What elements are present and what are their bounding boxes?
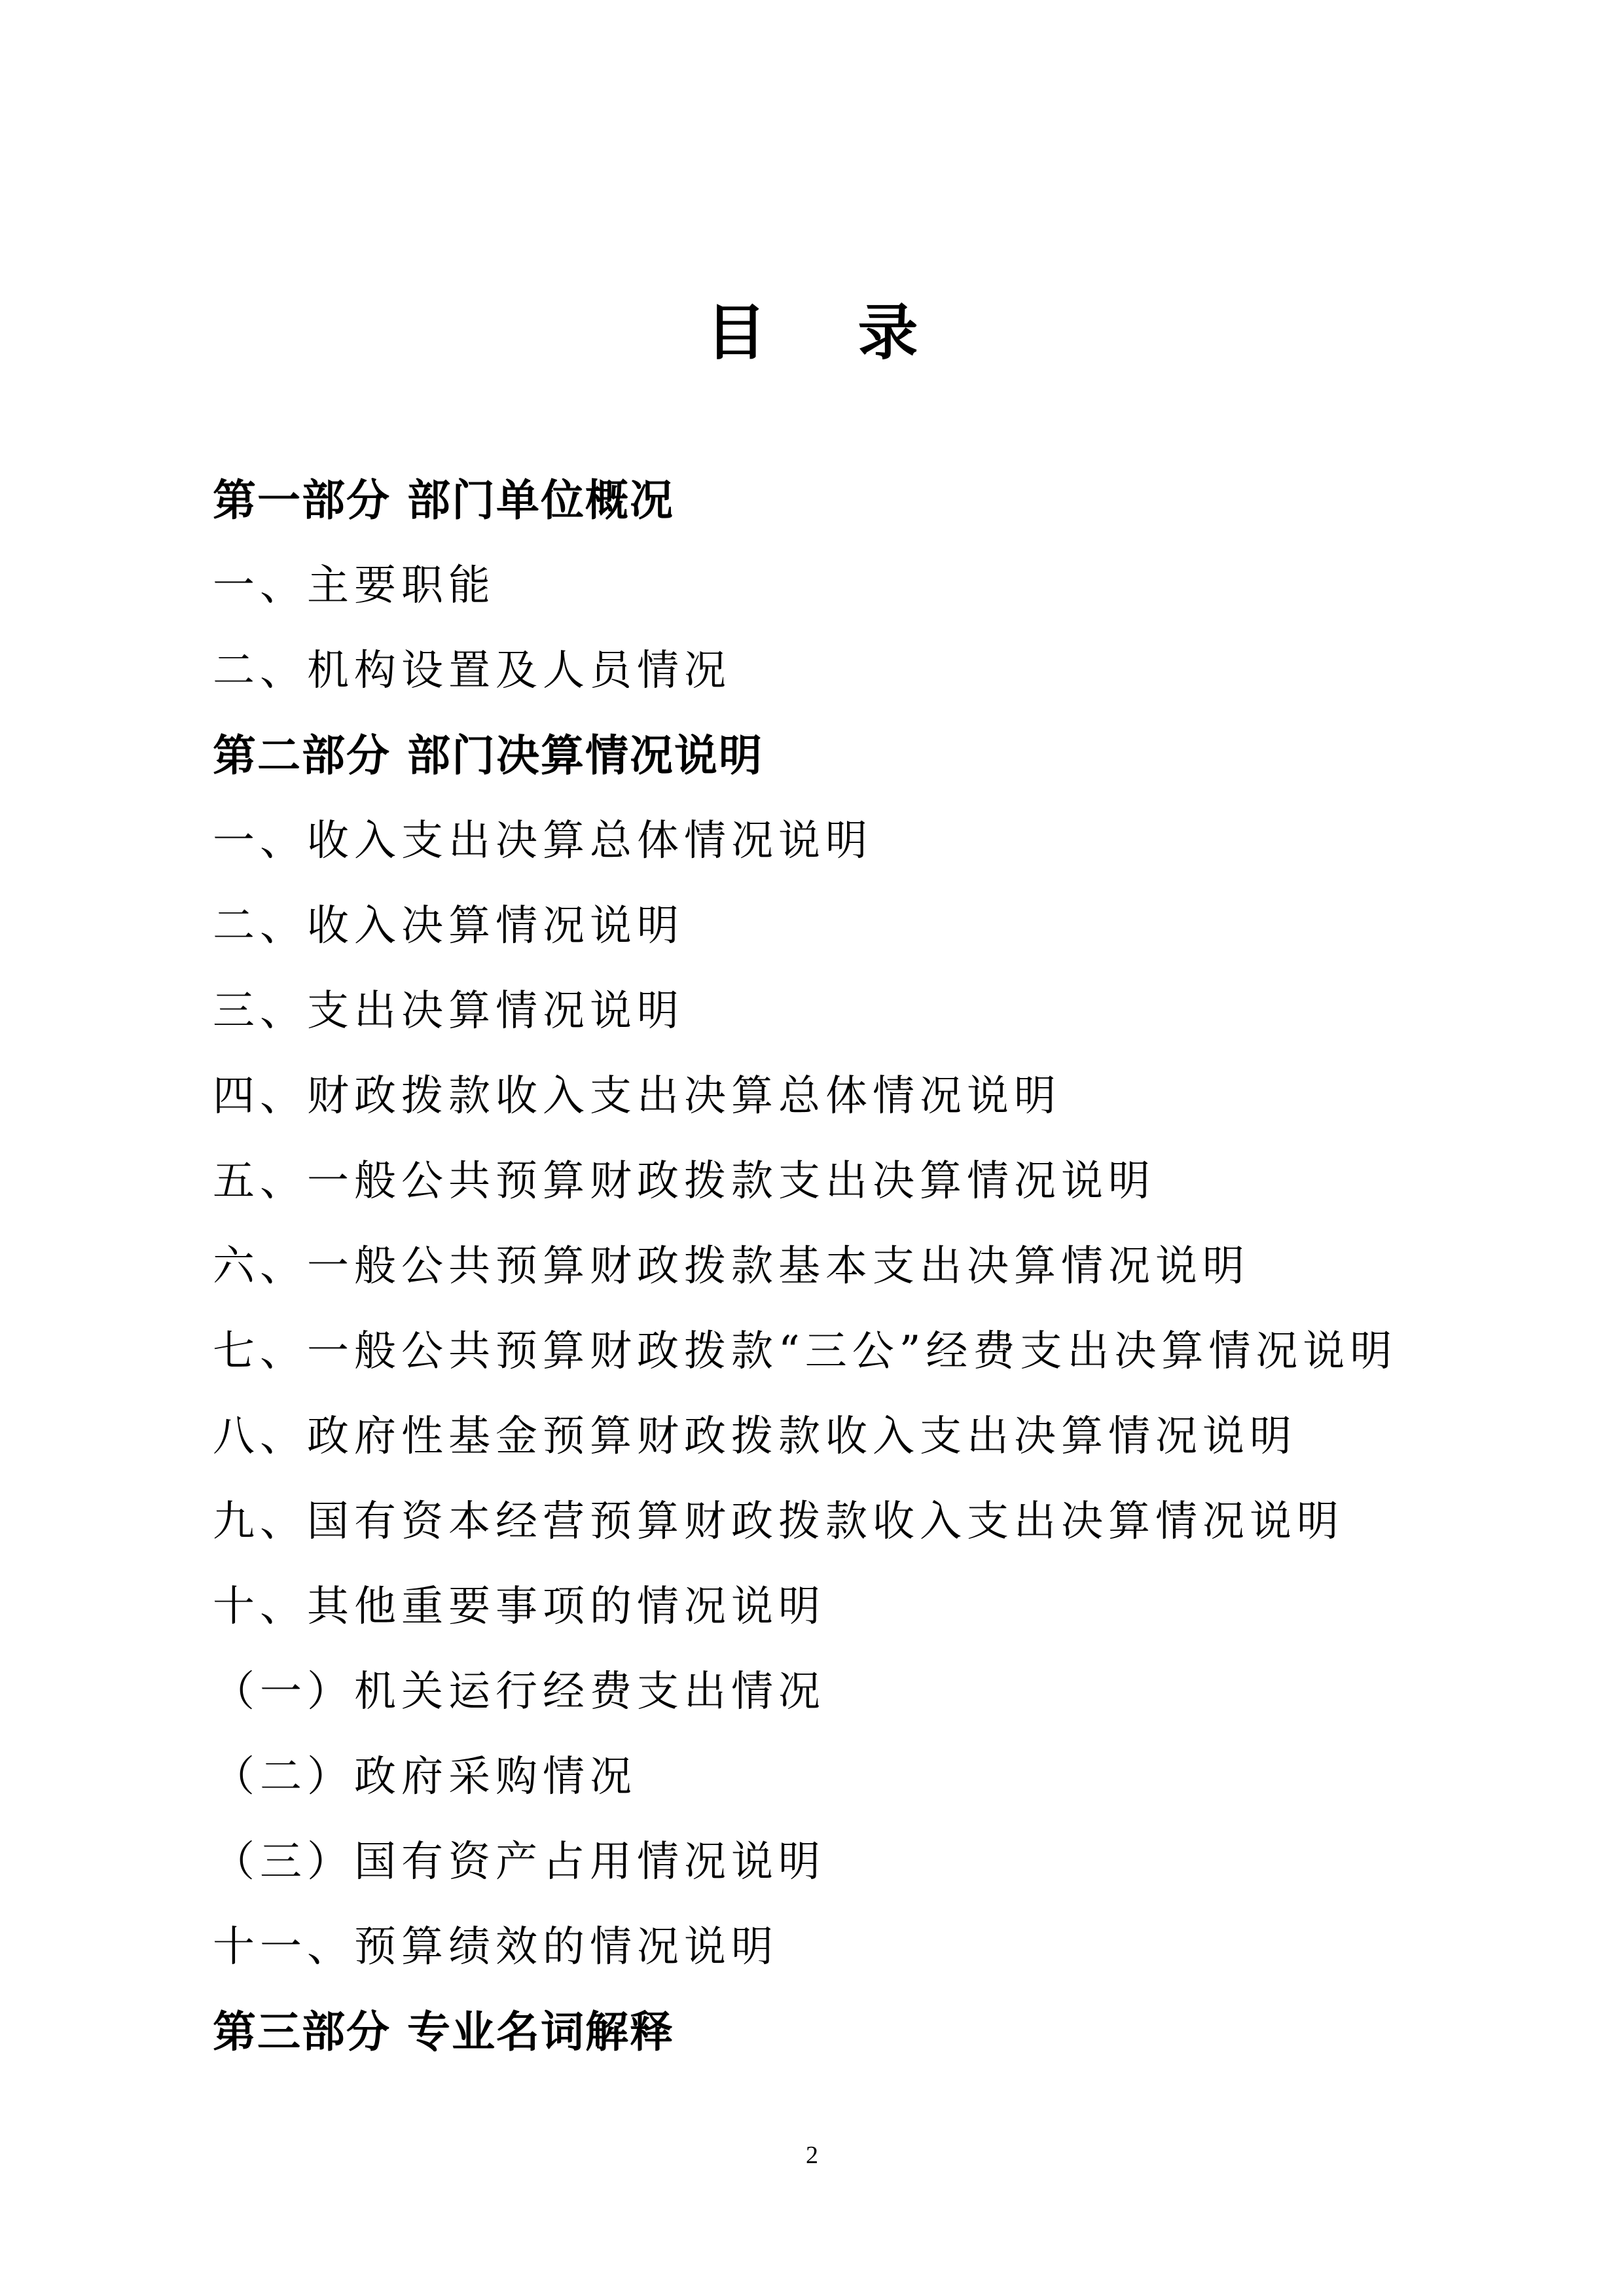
toc-entry-5[interactable]: 一、收入支出决算总体情况说明 — [213, 817, 873, 865]
page-title — [0, 297, 1624, 369]
table-of-contents — [213, 458, 1522, 2075]
toc-entry-18[interactable]: 十一、预算绩效的情况说明 — [213, 1923, 778, 1971]
page-title-char-2: 录 — [857, 297, 918, 368]
toc-entry-17[interactable]: （三）国有资产占用情况说明 — [213, 1838, 825, 1886]
toc-entry-6[interactable]: 二、收入决算情况说明 — [213, 902, 684, 950]
toc-entry-8[interactable]: 四、财政拨款收入支出决算总体情况说明 — [213, 1072, 1061, 1121]
toc-entry-19[interactable]: 第三部分 专业名词解释 — [213, 2007, 674, 2057]
toc-entry-9[interactable]: 五、一般公共预算财政拨款支出决算情况说明 — [213, 1157, 1155, 1206]
toc-entry-10[interactable]: 六、一般公共预算财政拨款基本支出决算情况说明 — [213, 1242, 1250, 1291]
toc-entry-15[interactable]: （一）机关运行经费支出情况 — [213, 1668, 825, 1716]
toc-entry-3[interactable]: 二、机构设置及人员情况 — [213, 647, 731, 695]
toc-entry-12[interactable]: 八、政府性基金预算财政拨款收入支出决算情况说明 — [213, 1412, 1297, 1461]
toc-entry-11[interactable]: 七、一般公共预算财政拨款“三公”经费支出决算情况说明 — [213, 1327, 1398, 1376]
toc-entry-14[interactable]: 十、其他重要事项的情况说明 — [213, 1583, 825, 1631]
toc-entry-1[interactable]: 第一部分 部门单位概况 — [213, 475, 674, 526]
toc-entry-2[interactable]: 一、主要职能 — [213, 562, 496, 610]
toc-entry-16[interactable]: （二）政府采购情况 — [213, 1753, 637, 1801]
toc-entry-7[interactable]: 三、支出决算情况说明 — [213, 987, 684, 1035]
toc-entry-13[interactable]: 九、国有资本经营预算财政拨款收入支出决算情况说明 — [213, 1498, 1344, 1546]
toc-entry-4[interactable]: 第二部分 部门决算情况说明 — [213, 730, 763, 781]
page-title-char-1: 目 — [706, 297, 767, 368]
page-number: 2 — [806, 2142, 818, 2169]
